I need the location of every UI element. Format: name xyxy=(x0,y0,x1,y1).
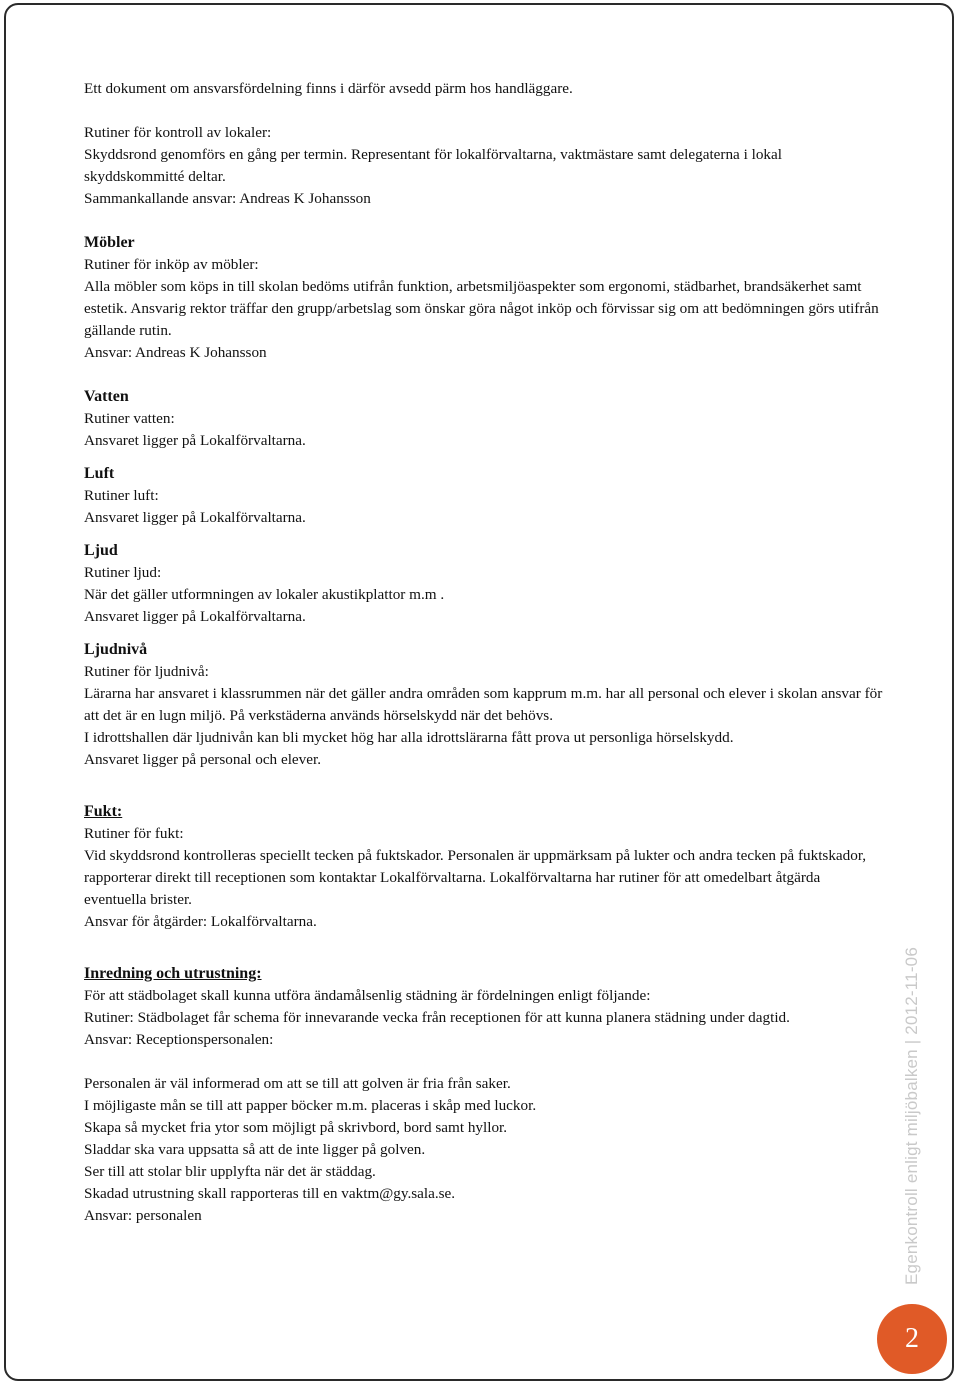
ljud-heading: Ljud xyxy=(84,542,118,559)
mobler-heading: Möbler xyxy=(84,234,135,251)
inredning-heading: Inredning och utrustning: xyxy=(84,965,262,982)
list-item: Personalen är väl informerad om att se till att golven är fria från saker. xyxy=(84,1075,511,1092)
section-fukt xyxy=(84,801,884,933)
lokaler-responsible: Sammankallande ansvar: Andreas K Johansson xyxy=(84,190,371,207)
section-vatten xyxy=(84,386,884,452)
ljudniva-heading: Ljudnivå xyxy=(84,641,148,658)
section-ljudniva xyxy=(84,639,884,771)
ljudniva-subtitle: Rutiner för ljudnivå: xyxy=(84,663,209,680)
list-item: Sladdar ska vara uppsatta så att de inte ligger på golven. xyxy=(84,1141,426,1158)
section-mobler xyxy=(84,232,884,364)
fukt-text: Vid skyddsrond kontrolleras speciellt tecken på fuktskador. Personalen är uppmärksam på lukter och andra tecken på fuktskador, rapporterar direkt till receptionen som kontaktar Lokalförvaltarna. Lokalförvaltarna har rutiner för att omedelbart åtgärda eventuella brister. xyxy=(84,847,867,908)
page-number: 2 xyxy=(905,1323,919,1354)
mobler-subtitle: Rutiner för inköp av möbler: xyxy=(84,256,259,273)
luft-responsible: Ansvaret ligger på Lokalförvaltarna. xyxy=(84,509,306,526)
inredning-responsible-2: Ansvar: personalen xyxy=(84,1207,202,1224)
fukt-responsible: Ansvar för åtgärder: Lokalförvaltarna. xyxy=(84,913,317,930)
lokaler-title: Rutiner för kontroll av lokaler: xyxy=(84,124,272,141)
footer-document-title: Egenkontroll enligt miljöbalken | 2012-11-06 xyxy=(902,947,921,1285)
vatten-subtitle: Rutiner vatten: xyxy=(84,410,175,427)
ljudniva-text-2: I idrottshallen där ljudnivån kan bli mycket hög har alla idrottslärarna fått prova ut personliga hörselskydd. xyxy=(84,729,734,746)
ljud-text: När det gäller utformningen av lokaler akustikplattor m.m . xyxy=(84,586,445,603)
ljud-responsible: Ansvaret ligger på Lokalförvaltarna. xyxy=(84,608,306,625)
section-lokaler xyxy=(84,122,884,210)
inredning-line-1: För att städbolaget skall kunna utföra ändamålsenlig städning är fördelningen enligt följande: xyxy=(84,987,651,1004)
inredning-line-2: Rutiner: Städbolaget får schema för innevarande vecka från receptionen för att kunna planera städning under dagtid. xyxy=(84,1009,790,1026)
fukt-heading: Fukt: xyxy=(84,803,123,820)
page-number-badge xyxy=(877,1304,947,1374)
list-item: I möjligaste mån se till att papper böcker m.m. placeras i skåp med luckor. xyxy=(84,1097,537,1114)
ljudniva-responsible: Ansvaret ligger på personal och elever. xyxy=(84,751,321,768)
inredning-responsible-1: Ansvar: Receptionspersonalen: xyxy=(84,1031,274,1048)
ljudniva-text-1: Lärarna har ansvaret i klassrummen när det gäller andra områden som kapprum m.m. har all personal och elever i skolan ansvar för att det är en lugn miljö. På verkstäderna används hörselskydd när det behövs. xyxy=(84,685,883,724)
list-item: Skapa så mycket fria ytor som möjligt på skrivbord, bord samt hyllor. xyxy=(84,1119,508,1136)
intro-text: Ett dokument om ansvarsfördelning finns i därför avsedd pärm hos handläggare. xyxy=(84,80,573,97)
section-inredning xyxy=(84,963,884,1227)
luft-subtitle: Rutiner luft: xyxy=(84,487,159,504)
section-luft xyxy=(84,463,884,529)
mobler-text: Alla möbler som köps in till skolan bedöms utifrån funktion, arbetsmiljöaspekter som ergonomi, städbarhet, brandsäkerhet samt estetik. Ansvarig rektor träffar den grupp/arbetslag som önskar göra något inköp och förvissar sig om att bedömningen görs utifrån gällande rutin. xyxy=(84,278,879,339)
list-item: Ser till att stolar blir upplyfta när det är städdag. xyxy=(84,1163,376,1180)
document-body xyxy=(84,78,884,1227)
lokaler-text: Skyddsrond genomförs en gång per termin. Representant för lokalförvaltarna, vaktmästare samt delegaterna i lokal skyddskommitté deltar. xyxy=(84,146,782,185)
section-ljud xyxy=(84,540,884,628)
vatten-responsible: Ansvaret ligger på Lokalförvaltarna. xyxy=(84,432,306,449)
mobler-responsible: Ansvar: Andreas K Johansson xyxy=(84,344,267,361)
vatten-heading: Vatten xyxy=(84,388,129,405)
ljud-subtitle: Rutiner ljud: xyxy=(84,564,162,581)
fukt-subtitle: Rutiner för fukt: xyxy=(84,825,184,842)
luft-heading: Luft xyxy=(84,465,115,482)
list-item: Skadad utrustning skall rapporteras till en vaktm@gy.sala.se. xyxy=(84,1185,456,1202)
